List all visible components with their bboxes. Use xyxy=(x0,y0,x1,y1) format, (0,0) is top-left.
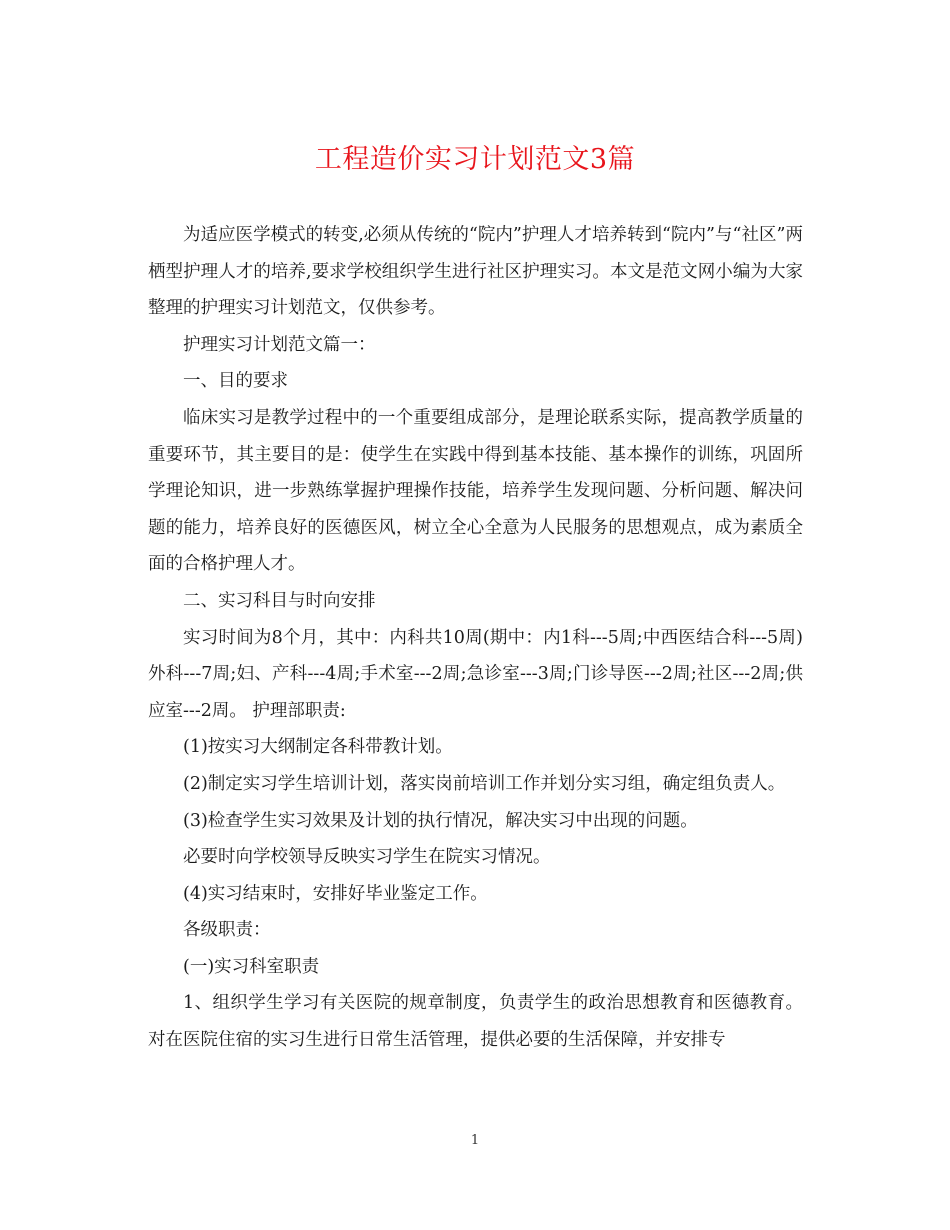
document-body xyxy=(148,217,803,1059)
paragraph: 1、组织学生学习有关医院的规章制度，负责学生的政治思想教育和医德教育。对在医院住宿的实习生进行日常生活管理，提供必要的生活保障，并安排专 xyxy=(148,993,803,1051)
paragraph: 必要时向学校领导反映实习学生在院实习情况。 xyxy=(183,847,551,868)
list-item: (4)实习结束时，安排好毕业鉴定工作。 xyxy=(183,883,488,904)
paragraph: 临床实习是教学过程中的一个重要组成部分，是理论联系实际，提高教学质量的重要环节，其主要目的是：使学生在实践中得到基本技能、基本操作的训练，巩固所学理论知识，进一步熟练掌握护理操作技能，培养学生发现问题、分析问题、解决问题的能力，培养良好的医德医风，树立全心全意为人民服务的思想观点，成为素质全面的合格护理人才。 xyxy=(148,407,803,575)
paragraph: 实习时间为8个月，其中：内科共10周(期中：内1科---5周;中西医结合科---5周)外科---7周;妇、产科---4周;手术室---2周;急诊室---3周;门诊导医---2周;社区---2周;供应室---2周。 护理部职责: xyxy=(148,627,803,721)
list-item: (1)按实习大纲制定各科带教计划。 xyxy=(183,737,453,758)
paragraph: 护理实习计划范文篇一： xyxy=(183,334,376,355)
list-item: (3)检查学生实习效果及计划的执行情况，解决实习中出现的问题。 xyxy=(183,810,698,831)
page-number: 1 xyxy=(470,1133,480,1148)
paragraph: 为适应医学模式的转变,必须从传统的“院内”护理人才培养转到“院内”与“社区”两栖型护理人才的培养,要求学校组织学生进行社区护理实习。本文是范文网小编为大家整理的护理实习计划范文，仅供参考。 xyxy=(148,225,803,319)
section-heading: 各级职责： xyxy=(183,920,271,941)
section-heading: 一、目的要求 xyxy=(183,371,288,392)
section-heading: (一)实习科室职责 xyxy=(183,956,320,977)
section-heading: 二、实习科目与时向安排 xyxy=(183,590,376,611)
list-item: (2)制定实习学生培训计划，落实岗前培训工作并划分实习组，确定组负责人。 xyxy=(183,773,786,794)
document-title: 工程造价实习计划范文3篇 xyxy=(314,144,636,175)
